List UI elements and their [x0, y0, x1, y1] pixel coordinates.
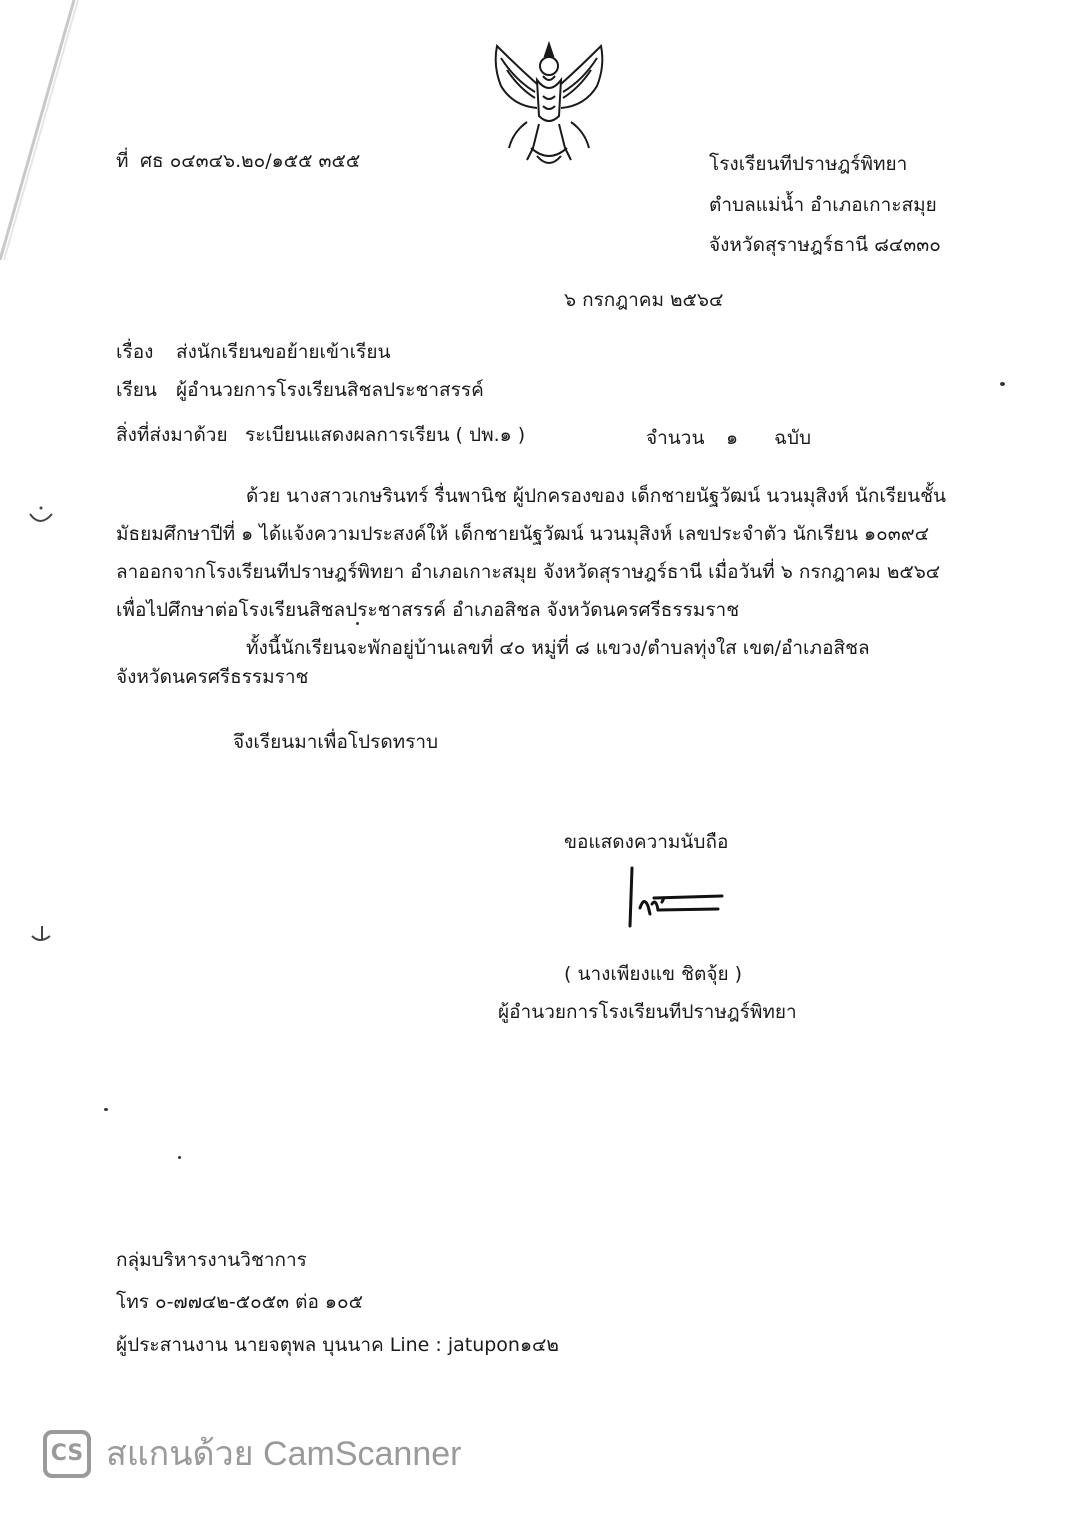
body-p2-line2: จังหวัดนครศรีธรรมราช	[116, 666, 309, 688]
signature-salutation: ขอแสดงความนับถือ	[564, 831, 729, 853]
signatory-position: ผู้อำนวยการโรงเรียนทีปราษฎร์พิทยา	[498, 1001, 797, 1023]
recipient-label: เรียน	[116, 379, 157, 401]
body-p2-line1: ทั้งนี้นักเรียนจะพักอยู่บ้านเลขที่ ๔๐ หมู่ที่ ๘ แขวง/ตำบลทุ่งใส เขต/อำเภอสิชล	[246, 637, 870, 659]
speck	[104, 1108, 108, 1111]
subject-label: เรื่อง	[116, 341, 154, 363]
camscanner-logo-icon: CS	[43, 1430, 91, 1478]
letter-date: ๖ กรกฎาคม ๒๕๖๔	[564, 289, 724, 311]
page-fold-shadow	[0, 0, 80, 260]
speck	[1000, 382, 1005, 386]
handwritten-signature	[618, 862, 728, 932]
enclosure-label: สิ่งที่ส่งมาด้วย	[116, 424, 228, 446]
footer-department: กลุ่มบริหารงานวิชาการ	[116, 1249, 307, 1271]
school-name: โรงเรียนทีปราษฎร์พิทยา	[709, 153, 908, 175]
speck	[356, 622, 359, 625]
footer-coordinator: ผู้ประสานงาน นายจตุพล บุนนาค Line : jatupon๑๔๒	[116, 1334, 559, 1356]
enclosure-count: ๑	[726, 427, 739, 449]
punch-hole-mark-top	[26, 500, 56, 530]
enclosure-unit: ฉบับ	[774, 427, 812, 449]
enclosure-value: ระเบียนแสดงผลการเรียน ( ปพ.๑ )	[245, 424, 526, 446]
school-address-line1: ตำบลแม่น้ำ อำเภอเกาะสมุย	[709, 194, 937, 216]
enclosure-count-label: จำนวน	[646, 427, 705, 449]
garuda-emblem	[487, 36, 611, 170]
closing-line: จึงเรียนมาเพื่อโปรดทราบ	[233, 731, 439, 753]
body-p1-line4: เพื่อไปศึกษาต่อโรงเรียนสิชลประชาสรรค์ อำเภอสิชล จังหวัดนครศรีธรรมราช	[116, 599, 740, 621]
speck	[178, 1156, 181, 1159]
footer-phone: โทร ๐-๗๗๔๒-๕๐๕๓ ต่อ ๑๐๕	[116, 1291, 363, 1313]
reference-number: ศธ ๐๔๓๔๖.๒๐/๑๕๕ ๓๕๕	[140, 150, 361, 172]
subject-value: ส่งนักเรียนขอย้ายเข้าเรียน	[176, 341, 391, 363]
reference-label: ที่	[116, 150, 129, 172]
recipient-value: ผู้อำนวยการโรงเรียนสิชลประชาสรรค์	[176, 379, 484, 401]
punch-hole-mark-bottom	[26, 918, 56, 948]
signatory-name: ( นางเพียงแข ชิตจุ้ย )	[564, 963, 743, 985]
body-p1-line2: มัธยมศึกษาปีที่ ๑ ได้แจ้งความประสงค์ให้ เด็กชายนัฐวัฒน์ นวนมุสิงห์ เลขประจำตัว นักเรียน ๑๐๓๙๔	[116, 523, 929, 545]
camscanner-watermark-text: สแกนด้วย CamScanner	[106, 1435, 462, 1473]
body-p1-line3: ลาออกจากโรงเรียนทีปราษฎร์พิทยา อำเภอเกาะสมุย จังหวัดสุราษฎร์ธานี เมื่อวันที่ ๖ กรกฎาคม ๒๕๖๔	[116, 561, 941, 583]
body-p1-line1: ด้วย นางสาวเกษรินทร์ รื่นพานิช ผู้ปกครองของ เด็กชายนัฐวัฒน์ นวนมุสิงห์ นักเรียนชั้น	[246, 485, 947, 507]
school-address-line2: จังหวัดสุราษฎร์ธานี ๘๔๓๓๐	[709, 234, 941, 256]
